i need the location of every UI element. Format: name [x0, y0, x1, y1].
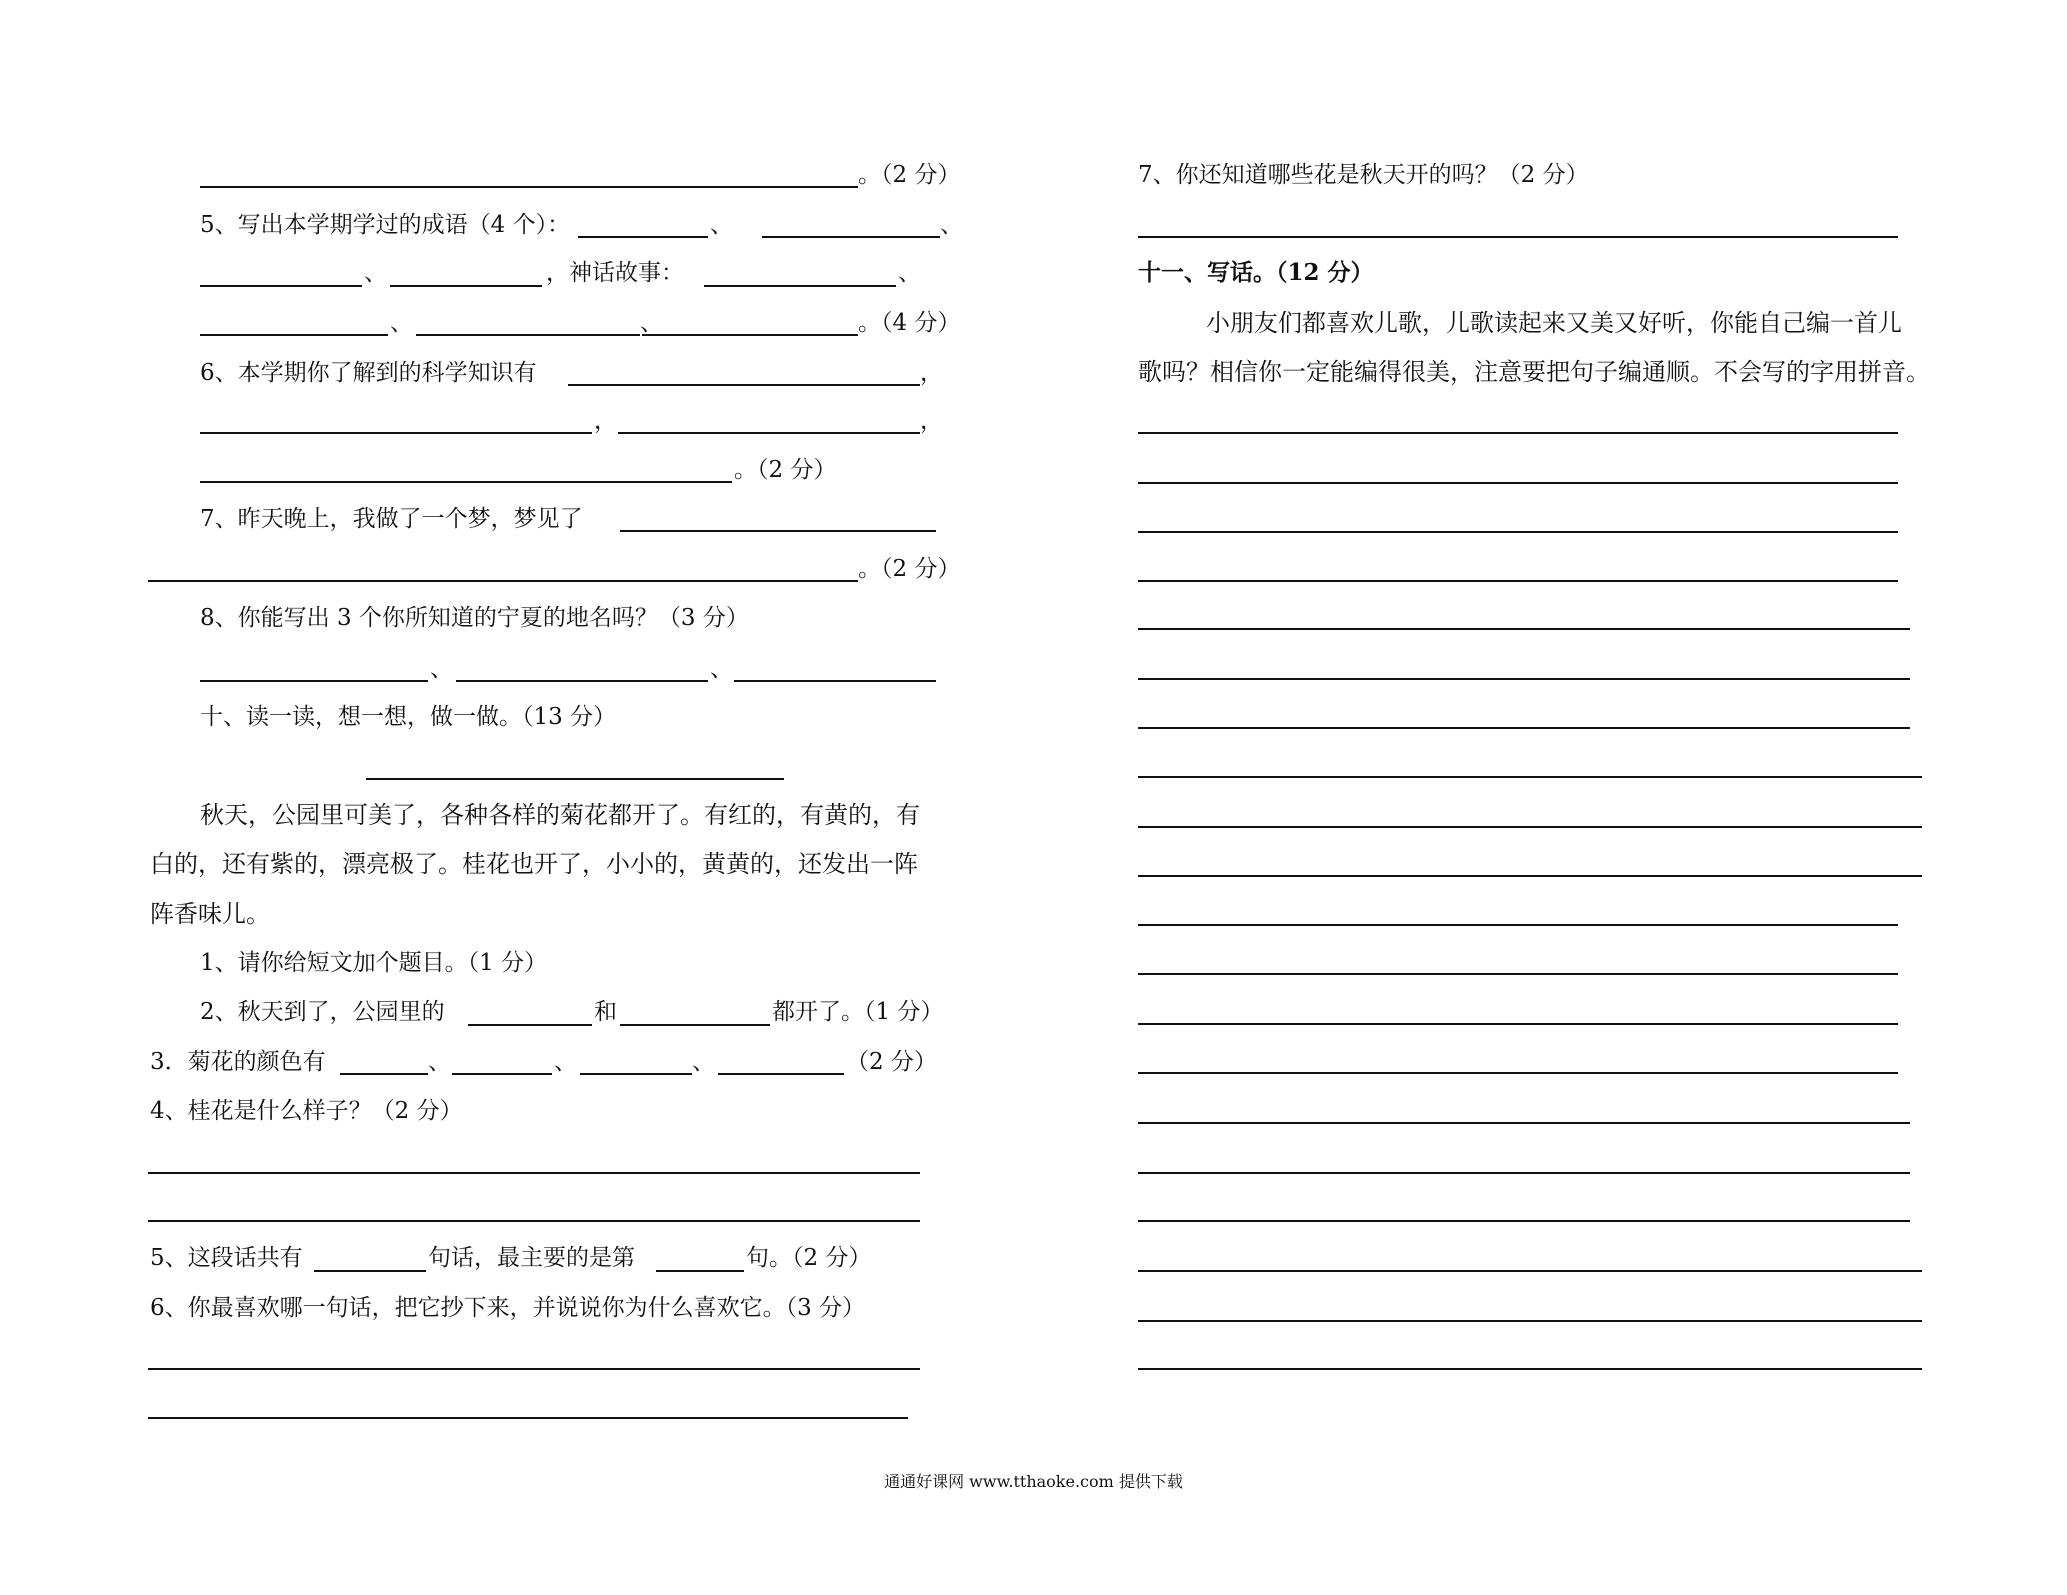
writing-line[interactable] [1138, 580, 1898, 582]
q5-blank-7[interactable] [416, 334, 640, 336]
footer-credit: 通通好课网 www.tthaoke.com 提供下载 [884, 1472, 1183, 1491]
writing-line[interactable] [1138, 776, 1922, 778]
sep: 、 [428, 1049, 451, 1075]
writing-line[interactable] [1138, 1368, 1922, 1370]
sep: 、 [710, 212, 733, 238]
writing-line[interactable] [1138, 1220, 1910, 1222]
q4-answer-line[interactable] [200, 186, 858, 188]
q5-blank-1[interactable] [578, 236, 708, 238]
writing-line[interactable] [1138, 482, 1898, 484]
writing-line[interactable] [1138, 1172, 1910, 1174]
comma: ， [920, 360, 943, 386]
sep: 、 [710, 656, 733, 682]
reading-q3-score: （2 分） [846, 1049, 937, 1075]
q5-label: 5、写出本学期学过的成语（4 个）： [200, 212, 571, 238]
q8-blank-1[interactable] [200, 680, 428, 682]
q5-blank-6[interactable] [200, 334, 388, 336]
sep: 、 [940, 212, 963, 238]
passage-title-blank[interactable] [366, 778, 784, 780]
sep: 、 [692, 1049, 715, 1075]
writing-line[interactable] [1138, 826, 1922, 828]
reading-q3-blank-4[interactable] [718, 1073, 844, 1075]
writing-line[interactable] [1138, 432, 1898, 434]
writing-line[interactable] [1138, 678, 1910, 680]
q6-blank-4[interactable] [200, 481, 732, 483]
reading-q7: 7、你还知道哪些花是秋天开的吗？（2 分） [1138, 162, 1589, 188]
writing-line[interactable] [1138, 924, 1898, 926]
reading-q3-blank-2[interactable] [452, 1073, 552, 1075]
section-11-heading: 十一、写话。（12 分） [1138, 259, 1374, 286]
q7-blank-1[interactable] [620, 530, 936, 532]
q7-blank-2[interactable] [148, 580, 858, 582]
reading-q4: 4、桂花是什么样子？（2 分） [150, 1098, 463, 1124]
writing-line[interactable] [1138, 1270, 1922, 1272]
passage-line-1: 秋天，公园里可美了，各种各样的菊花都开了。有红的，有黄的，有 [200, 801, 920, 829]
reading-q2-blank-1[interactable] [468, 1024, 592, 1026]
writing-line[interactable] [1138, 727, 1910, 729]
reading-q6-line-1[interactable] [148, 1368, 920, 1370]
reading-q7-line[interactable] [1138, 236, 1898, 238]
reading-q4-line-2[interactable] [148, 1220, 920, 1222]
writing-prompt-line-1: 小朋友们都喜欢儿歌，儿歌读起来又美又好听，你能自己编一首儿 [1206, 309, 1902, 337]
q5-blank-4[interactable] [390, 285, 542, 287]
writing-line[interactable] [1138, 1023, 1898, 1025]
reading-q2-blank-2[interactable] [620, 1024, 770, 1026]
writing-line[interactable] [1138, 628, 1910, 630]
q5-myth-label: ，神话故事： [546, 260, 684, 286]
q6-score: 。（2 分） [734, 457, 837, 483]
writing-line[interactable] [1138, 1072, 1898, 1074]
reading-q5-part-c: 句。（2 分） [746, 1245, 872, 1271]
q4-score: 。（2 分） [858, 162, 961, 188]
writing-line[interactable] [1138, 973, 1898, 975]
q5-blank-2[interactable] [762, 236, 940, 238]
q5-blank-5[interactable] [704, 285, 896, 287]
reading-q6: 6、你最喜欢哪一句话，把它抄下来，并说说你为什么喜欢它。（3 分） [150, 1295, 866, 1321]
sep: 、 [554, 1049, 577, 1075]
q5-score: 。（4 分） [858, 310, 961, 336]
reading-q2-part-c: 都开了。（1 分） [772, 999, 944, 1025]
reading-q1: 1、请你给短文加个题目。（1 分） [200, 950, 548, 976]
passage-line-3: 阵香味儿。 [150, 900, 270, 928]
reading-q2-part-b: 和 [594, 999, 617, 1025]
reading-q3-label: 3．菊花的颜色有 [150, 1049, 326, 1075]
q8-blank-3[interactable] [734, 680, 936, 682]
reading-q6-line-2[interactable] [148, 1417, 908, 1419]
reading-q5-blank-1[interactable] [314, 1270, 426, 1272]
writing-prompt-line-2: 歌吗？相信你一定能编得很美，注意要把句子编通顺。不会写的字用拼音。 [1138, 358, 1930, 386]
reading-q4-line-1[interactable] [148, 1172, 920, 1174]
q5-blank-8[interactable] [642, 334, 858, 336]
sep: 、 [364, 260, 387, 286]
q6-blank-2[interactable] [200, 432, 592, 434]
reading-q2-part-a: 2、秋天到了，公园里的 [200, 999, 445, 1025]
comma: ， [920, 408, 943, 434]
q5-blank-3[interactable] [200, 285, 362, 287]
reading-q5-blank-2[interactable] [656, 1270, 744, 1272]
writing-line[interactable] [1138, 875, 1922, 877]
q7-label: 7、昨天晚上，我做了一个梦，梦见了 [200, 506, 583, 532]
reading-q5-part-a: 5、这段话共有 [150, 1245, 303, 1271]
writing-line[interactable] [1138, 1122, 1910, 1124]
section-10-heading: 十、读一读，想一想，做一做。（13 分） [200, 704, 617, 730]
q6-blank-1[interactable] [568, 384, 920, 386]
sep: 、 [640, 310, 663, 336]
reading-q3-blank-1[interactable] [340, 1073, 428, 1075]
sep: 、 [898, 260, 921, 286]
sep: 、 [390, 310, 413, 336]
q7-score: 。（2 分） [858, 556, 961, 582]
reading-q3-blank-3[interactable] [580, 1073, 692, 1075]
q6-label: 6、本学期你了解到的科学知识有 [200, 360, 537, 386]
writing-line[interactable] [1138, 1320, 1922, 1322]
sep: 、 [430, 656, 453, 682]
passage-line-2: 白的，还有紫的，漂亮极了。桂花也开了，小小的，黄黄的，还发出一阵 [150, 850, 918, 878]
q8-blank-2[interactable] [456, 680, 708, 682]
reading-q5-part-b: 句话，最主要的是第 [428, 1245, 635, 1271]
q8-label: 8、你能写出 3 个你所知道的宁夏的地名吗？（3 分） [200, 605, 749, 631]
q6-blank-3[interactable] [618, 432, 920, 434]
writing-line[interactable] [1138, 531, 1898, 533]
comma: ， [594, 408, 617, 434]
